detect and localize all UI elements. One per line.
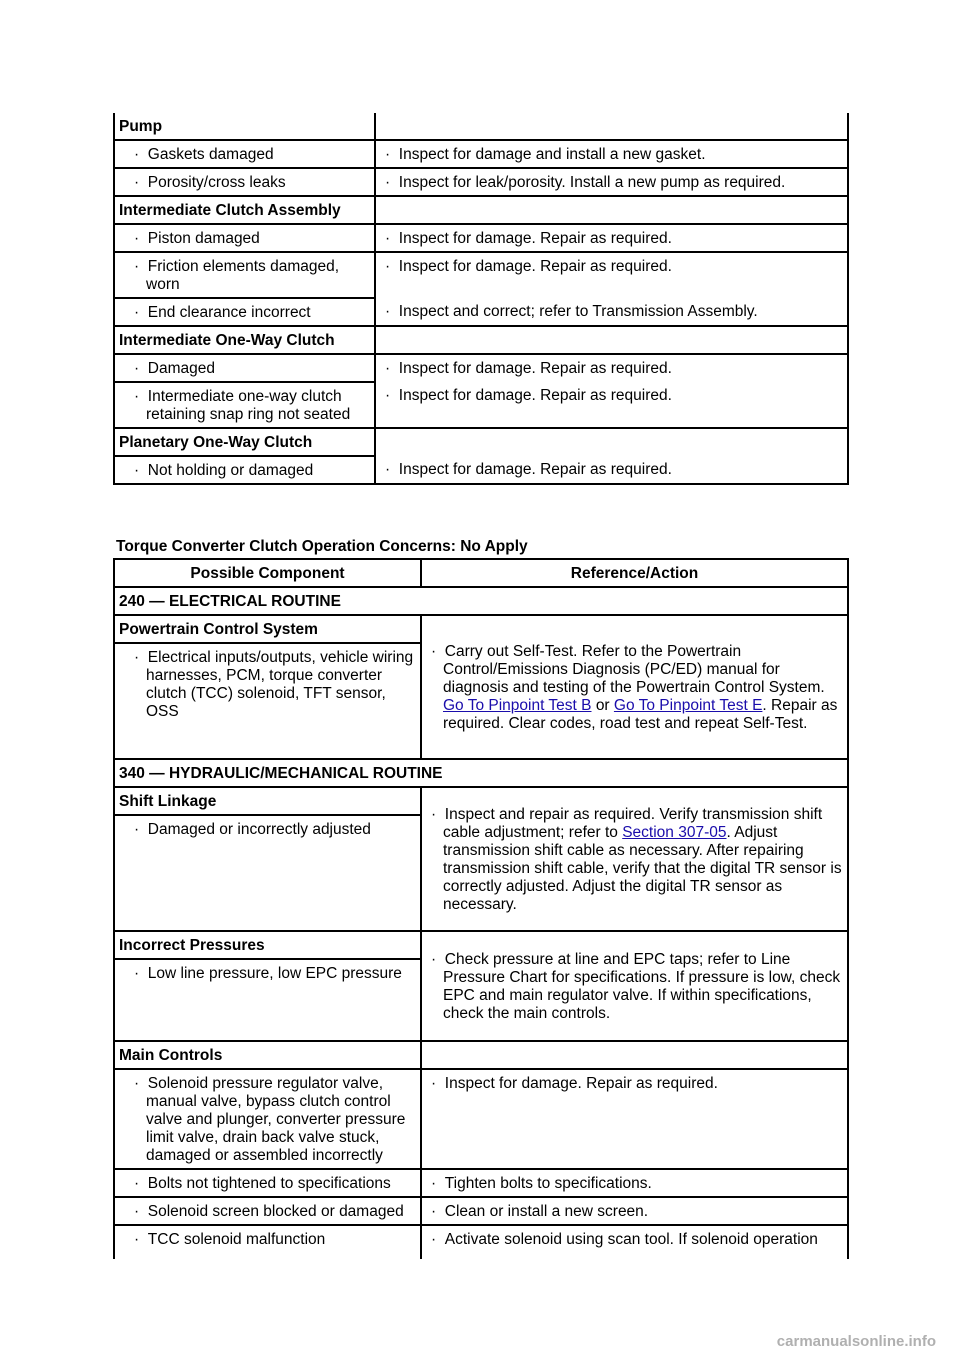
table-row <box>114 196 848 224</box>
component-cell <box>114 643 421 759</box>
action-text-part: Inspect and repair as required. Verify transmission shift cable adjustment; refer to <box>443 806 823 841</box>
action-text <box>426 806 843 914</box>
table-row <box>114 168 848 196</box>
action-text: · Inspect for damage. Repair as required. <box>380 461 843 479</box>
action-cell <box>375 224 848 252</box>
action-cell <box>375 168 848 196</box>
table-row <box>114 787 848 815</box>
action-cell <box>421 615 848 759</box>
action-text: · Inspect for damage and install a new gasket. <box>380 146 843 164</box>
component-text: · Bolts not tightened to specifications <box>129 1175 416 1193</box>
table-row <box>114 1197 848 1225</box>
section-307-05-link[interactable]: Section 307-05 <box>622 824 727 841</box>
section-heading-planetary-owc: Planetary One-Way Clutch <box>114 428 375 456</box>
action-text: · Inspect for damage. Repair as required. <box>380 360 843 378</box>
action-text-part: Repair as required. Clear codes, road test and repeat Self-Test. <box>443 697 838 732</box>
or-text: or <box>595 697 610 714</box>
component-cell <box>114 456 375 484</box>
component-cell <box>114 1197 421 1225</box>
section-heading-shift-linkage: Shift Linkage <box>114 787 421 815</box>
component-text: · Low line pressure, low EPC pressure <box>129 965 416 983</box>
action-text: · Activate solenoid using scan tool. If solenoid operation <box>426 1231 843 1249</box>
action-cell <box>421 931 848 1041</box>
action-text: · Clean or install a new screen. <box>426 1203 843 1221</box>
empty-cell <box>375 326 848 354</box>
component-cell <box>114 354 375 382</box>
component-cell <box>114 298 375 326</box>
section-heading-intermediate-owc: Intermediate One-Way Clutch <box>114 326 375 354</box>
action-cell <box>375 252 848 298</box>
pinpoint-test-e-link[interactable]: Go To Pinpoint Test E <box>613 697 763 714</box>
action-cell <box>421 787 848 931</box>
component-text: · Piston damaged <box>129 230 370 248</box>
component-text: · Damaged or incorrectly adjusted <box>129 821 416 839</box>
component-cell <box>114 1069 421 1169</box>
table-row <box>114 326 848 354</box>
action-cell <box>421 1197 848 1225</box>
component-text: · TCC solenoid malfunction <box>129 1231 416 1249</box>
component-text: · Porosity/cross leaks <box>129 174 370 192</box>
component-cell <box>114 224 375 252</box>
table-row <box>114 113 848 140</box>
action-cell <box>421 1069 848 1169</box>
table-title: Torque Converter Clutch Operation Concerns: No Apply <box>116 538 528 555</box>
component-cell <box>114 168 375 196</box>
routine-heading-hydraulic: 340 — HYDRAULIC/MECHANICAL ROUTINE <box>114 759 848 787</box>
component-text: · Not holding or damaged <box>129 462 370 480</box>
table-row <box>114 354 848 382</box>
action-text: · Inspect and correct; refer to Transmission Assembly. <box>380 303 843 321</box>
action-text: · Inspect for damage. Repair as required. <box>426 1075 843 1093</box>
component-cell <box>114 252 375 298</box>
table-row <box>114 1069 848 1169</box>
table-row <box>114 298 848 326</box>
component-text: · Solenoid pressure regulator valve, manual valve, bypass clutch control valve and plunger, converter pressure limit valve, drain back valve stuck, damaged or assembled incorrectly <box>129 1075 416 1165</box>
section-heading-main-controls: Main Controls <box>114 1041 421 1069</box>
component-cell <box>114 382 375 428</box>
table-row <box>114 1169 848 1197</box>
action-cell <box>375 354 848 382</box>
section-heading-pump: Pump <box>114 113 375 140</box>
component-text: · Solenoid screen blocked or damaged <box>129 1203 416 1221</box>
component-text: · Damaged <box>129 360 370 378</box>
table-row <box>114 759 848 787</box>
component-cell <box>114 815 421 931</box>
component-text: · Gaskets damaged <box>129 146 370 164</box>
empty-cell <box>421 1041 848 1069</box>
action-cell <box>421 1225 848 1259</box>
component-text: · Intermediate one-way clutch retaining snap ring not seated <box>129 388 370 424</box>
component-text: · End clearance incorrect <box>129 304 370 322</box>
action-text-part: . Adjust transmission shift cable as necessary. After repairing transmission shift cable, verify that the digital TR sensor is correctly adjusted. Adjust the digital TR sensor as necessary. <box>443 824 842 913</box>
routine-heading-electrical: 240 — ELECTRICAL ROUTINE <box>114 587 848 615</box>
empty-cell <box>375 428 848 456</box>
empty-cell <box>375 113 848 140</box>
table-row <box>114 587 848 615</box>
pinpoint-test-b-link[interactable]: Go To Pinpoint Test B <box>443 697 592 714</box>
component-cell <box>114 959 421 1041</box>
watermark: carmanualsonline.info <box>776 1333 936 1350</box>
table-row <box>114 140 848 168</box>
table-row <box>114 252 848 298</box>
action-text: · Inspect for damage. Repair as required. <box>380 230 843 248</box>
table-row <box>114 1041 848 1069</box>
action-text: · Tighten bolts to specifications. <box>426 1175 843 1193</box>
action-text-part: Carry out Self-Test. Refer to the Powertrain Control/Emissions Diagnosis (PC/ED) manual for diagnosis and testing of the Powertrain Control System. <box>443 643 825 696</box>
action-cell <box>375 298 848 326</box>
tcc-diagnosis-table <box>113 558 849 1259</box>
section-heading-powertrain: Powertrain Control System <box>114 615 421 643</box>
table-header-row <box>114 559 848 587</box>
action-text: · Check pressure at line and EPC taps; refer to Line Pressure Chart for specifications. If pressure is low, check EPC and main regulator valve. If within specifications, check the main controls. <box>426 951 843 1023</box>
table-row <box>114 224 848 252</box>
table-row <box>114 456 848 484</box>
empty-cell <box>375 196 848 224</box>
table-row <box>114 428 848 456</box>
action-cell <box>375 382 848 428</box>
action-text: · Inspect for damage. Repair as required. <box>380 258 843 276</box>
table-row <box>114 931 848 959</box>
component-text: · Electrical inputs/outputs, vehicle wiring harnesses, PCM, torque converter clutch (TCC) solenoid, TFT sensor, OSS <box>129 649 416 721</box>
action-cell <box>375 456 848 484</box>
pump-clutch-diagnosis-table <box>113 113 849 485</box>
table-row <box>114 382 848 428</box>
section-heading-intermediate-clutch: Intermediate Clutch Assembly <box>114 196 375 224</box>
column-header-component: Possible Component <box>114 559 421 587</box>
component-text: · Friction elements damaged, worn <box>129 258 370 294</box>
action-text: · Carry out Self-Test. Refer to the Powertrain Control/Emissions Diagnosis (PC/ED) manual for diagnosis and testing of the Powertrain Control System. Go To Pinpoint Test B or Go To Pinpoint Test E. Repair as required. Clear codes, road test and repeat Self-Test. <box>426 643 843 733</box>
component-cell <box>114 140 375 168</box>
column-header-action: Reference/Action <box>421 559 848 587</box>
component-cell <box>114 1169 421 1197</box>
action-cell <box>375 140 848 168</box>
action-cell <box>421 1169 848 1197</box>
action-text: · Inspect for damage. Repair as required. <box>380 387 843 405</box>
table-row <box>114 615 848 643</box>
component-cell <box>114 1225 421 1259</box>
table-row <box>114 1225 848 1259</box>
section-heading-pressures: Incorrect Pressures <box>114 931 421 959</box>
action-text: · Inspect for leak/porosity. Install a new pump as required. <box>380 174 843 192</box>
